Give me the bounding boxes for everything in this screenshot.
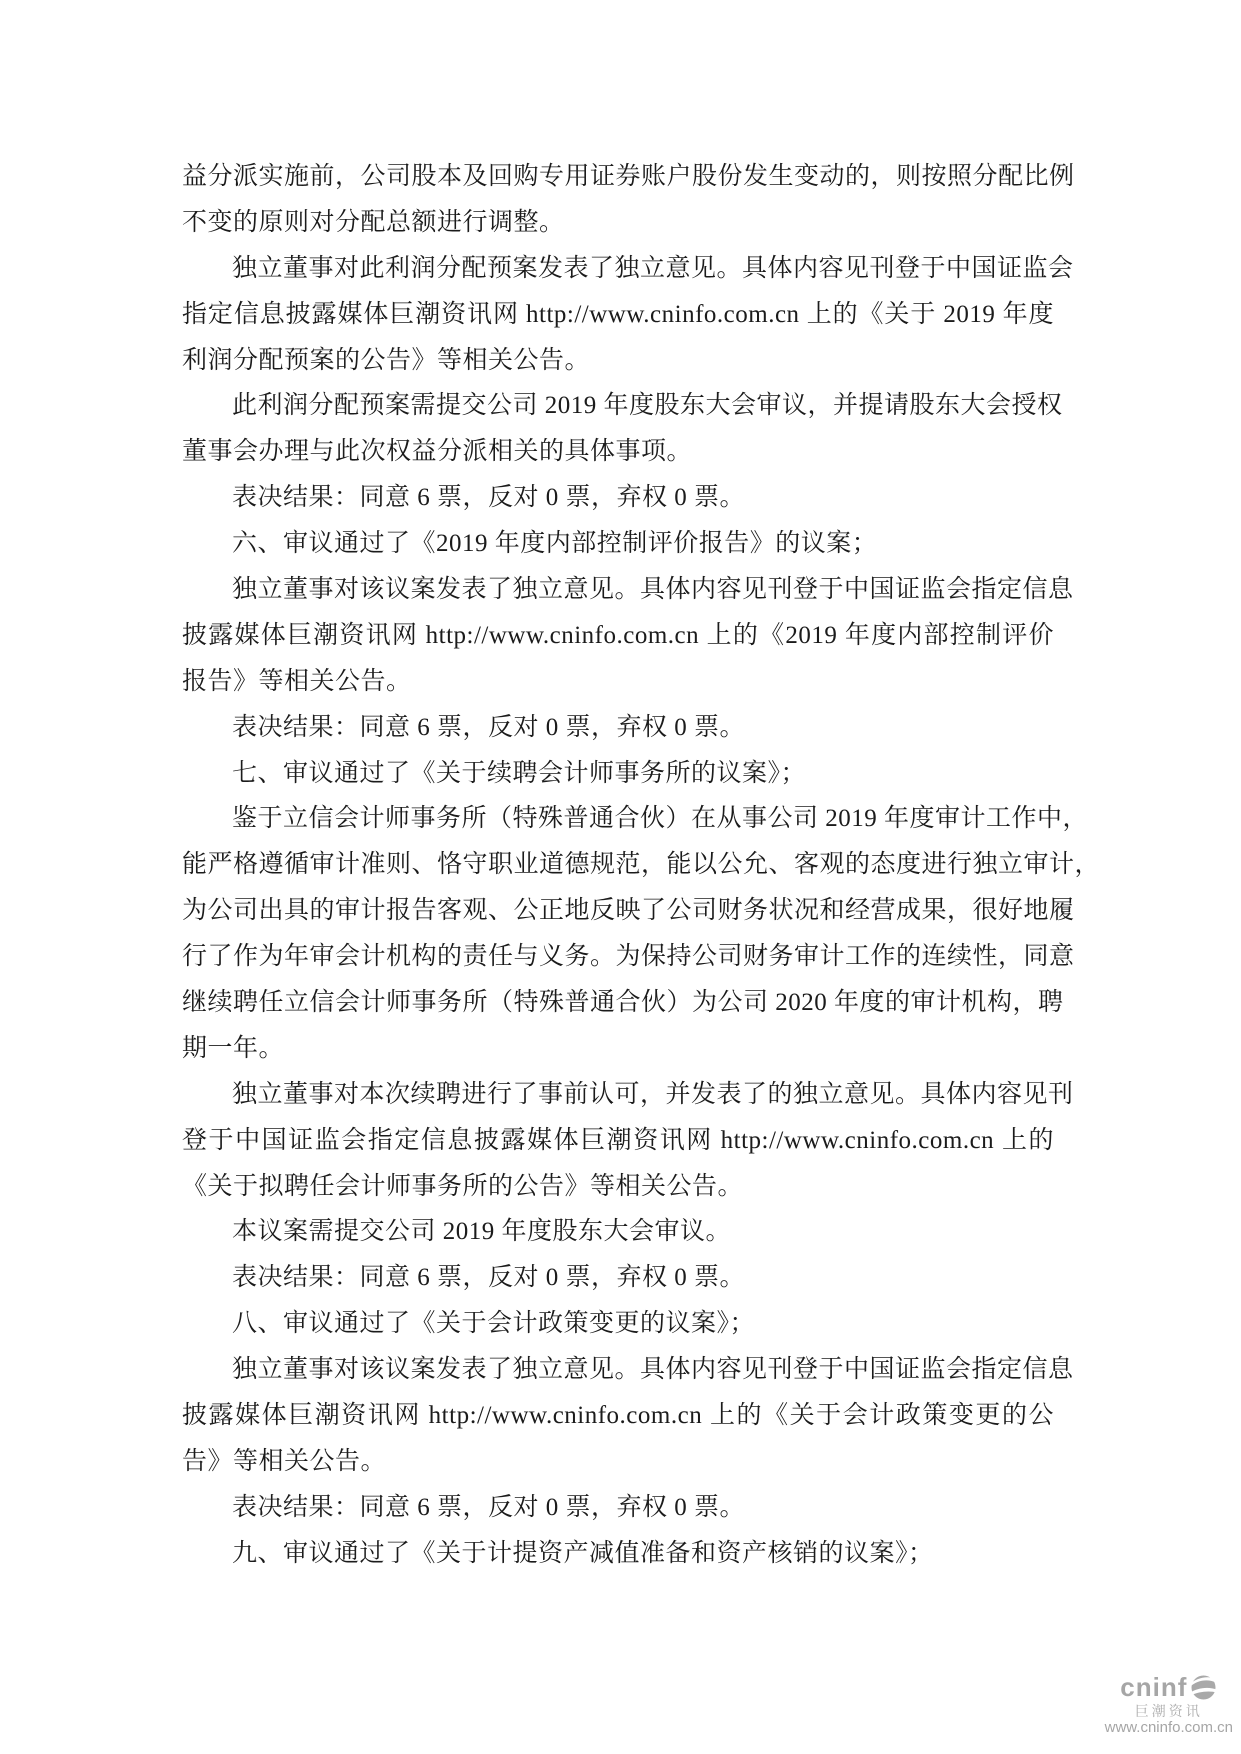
text-line: 独立董事对该议案发表了独立意见。具体内容见刊登于中国证监会指定信息 [232, 1356, 1074, 1384]
text-line: 董事会办理与此次权益分派相关的具体事项。 [182, 438, 693, 466]
text-line: 八、审议通过了《关于会计政策变更的议案》； [232, 1310, 756, 1338]
text-line: 登于中国证监会指定信息披露媒体巨潮资讯网 http://www.cninfo.com.cn 上的 [182, 1126, 1054, 1154]
text-line: 披露媒体巨潮资讯网 http://www.cninfo.com.cn 上的《2019 年度内部控制评价 [182, 621, 1054, 649]
text-line: 独立董事对本次续聘进行了事前认可，并发表了的独立意见。具体内容见刊 [232, 1080, 1074, 1108]
text-line: 独立董事对此利润分配预案发表了独立意见。具体内容见刊登于中国证监会 [232, 254, 1074, 282]
text-line: 表决结果：同意 6 票，反对 0 票，弃权 0 票。 [232, 1264, 746, 1292]
text-line: 鉴于立信会计师事务所（特殊普通合伙）在从事公司 2019 年度审计工作中， [232, 805, 1089, 833]
text-line: 表决结果：同意 6 票，反对 0 票，弃权 0 票。 [232, 713, 746, 741]
text-line: 表决结果：同意 6 票，反对 0 票，弃权 0 票。 [232, 1493, 746, 1521]
text-line: 《关于拟聘任会计师事务所的公告》等相关公告。 [182, 1172, 744, 1200]
text-line: 此利润分配预案需提交公司 2019 年度股东大会审议，并提请股东大会授权 [232, 392, 1063, 420]
text-line: 告》等相关公告。 [182, 1447, 387, 1475]
text-line: 益分派实施前，公司股本及回购专用证券账户股份发生变动的，则按照分配比例 [182, 163, 1075, 190]
text-line: 本议案需提交公司 2019 年度股东大会审议。 [232, 1218, 732, 1246]
text-line: 继续聘任立信会计师事务所（特殊普通合伙）为公司 2020 年度的审计机构，聘 [182, 989, 1064, 1017]
text-line: 行了作为年审会计机构的责任与义务。为保持公司财务审计工作的连续性，同意 [182, 943, 1075, 971]
text-line: 九、审议通过了《关于计提资产减值准备和资产核销的议案》； [232, 1539, 934, 1567]
text-line: 为公司出具的审计报告客观、公正地反映了公司财务状况和经营成果，很好地履 [182, 897, 1075, 925]
text-line: 指定信息披露媒体巨潮资讯网 http://www.cninfo.com.cn 上的《关于 2019 年度 [182, 300, 1054, 328]
text-line: 六、审议通过了《2019 年度内部控制评价报告》的议案； [232, 530, 878, 558]
text-line: 报告》等相关公告。 [182, 667, 412, 695]
cninfo-swoosh-icon [1190, 1674, 1217, 1701]
text-line: 能严格遵循审计准则、恪守职业道德规范，能以公允、客观的态度进行独立审计， [182, 851, 1101, 879]
text-line: 不变的原则对分配总额进行调整。 [182, 208, 565, 236]
text-line: 独立董事对该议案发表了独立意见。具体内容见刊登于中国证监会指定信息 [232, 576, 1074, 604]
text-line: 披露媒体巨潮资讯网 http://www.cninfo.com.cn 上的《关于会计政策变更的公 [182, 1402, 1054, 1430]
text-line: 利润分配预案的公告》等相关公告。 [182, 346, 591, 374]
cninfo-brand-text: cninf [1120, 1672, 1188, 1703]
text-line: 期一年。 [182, 1034, 285, 1062]
cninfo-brand-row [1120, 1674, 1217, 1701]
text-line: 表决结果：同意 6 票，反对 0 票，弃权 0 票。 [232, 484, 746, 512]
cninfo-watermark [1105, 1674, 1233, 1736]
cninfo-brand-chinese: 巨潮资讯 [1134, 1702, 1203, 1719]
text-line: 七、审议通过了《关于续聘会计师事务所的议案》； [232, 759, 807, 787]
cninfo-url: www.cninfo.com.cn [1104, 1719, 1233, 1737]
document-page [182, 154, 1101, 1577]
